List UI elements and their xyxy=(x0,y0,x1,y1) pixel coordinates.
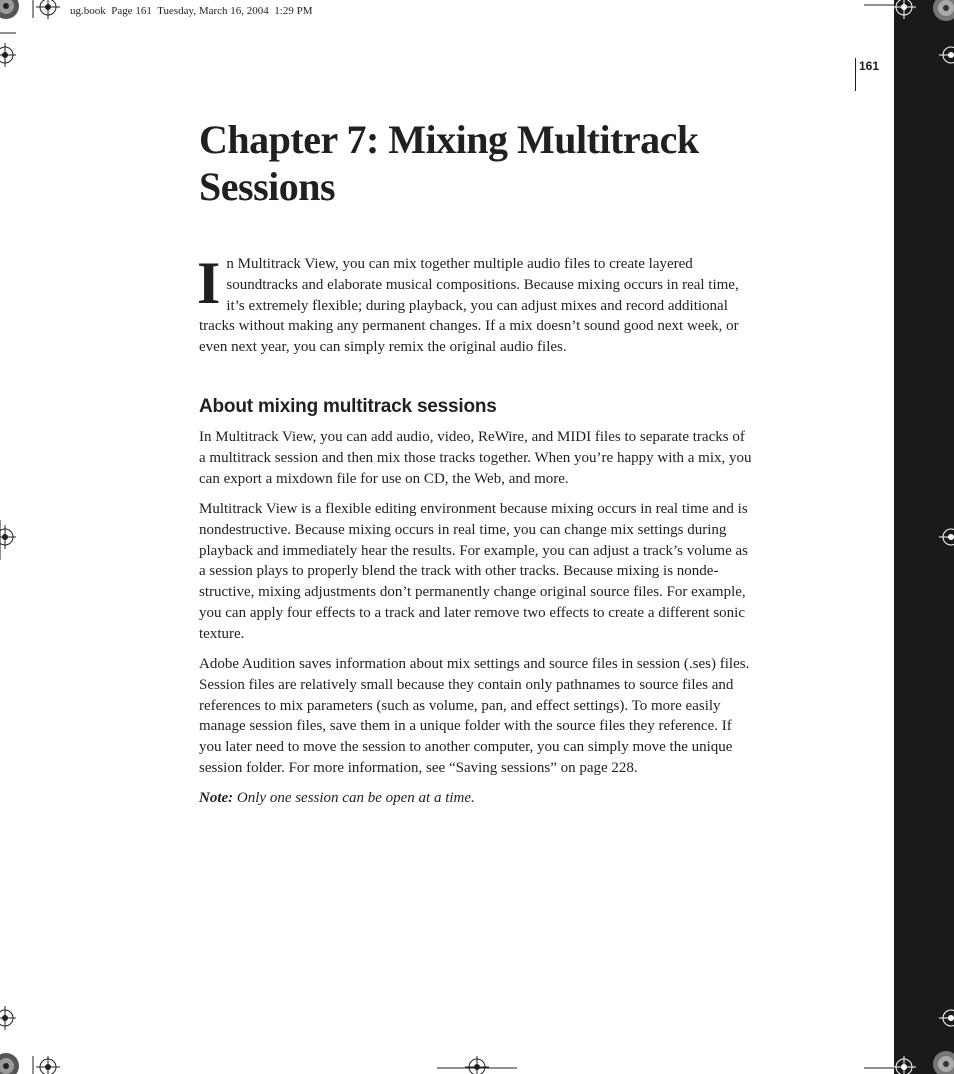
print-slug: ug.book Page 161 Tuesday, March 16, 2004 1:29 PM xyxy=(70,5,313,17)
color-wheel-icon xyxy=(0,1053,19,1074)
note-label: Note: xyxy=(199,790,234,806)
intro-text: n Multitrack View, you can mix together multiple audio files to create layered soundtracks and elaborate musical compositions. Because mixing occurs in real time, it’s extremely flexible; during playback, you can adjust mixes and record additional tracks without making any permanent changes. If a mix doesn’t sound good next week, or even next year, you can simply remix the original audio files. xyxy=(199,256,739,356)
chapter-title: Chapter 7: Mixing Multitrack Sessions xyxy=(199,117,699,209)
body-paragraph: Multitrack View is a flexible editing environment because mixing occurs in real time and is nondestructive. Because mixing occurs in real time, you can change mix settings during playback and immediately hear the results. For example, you can adjust a track’s volume as a session plays to properly blend the track with other tracks. Because mixing is nonde-structive, mixing adjustments don’t permanently change original source files. For example, you can apply four effects to a track and later remove two effects to create a different sonic texture. xyxy=(199,501,748,642)
registration-target-icon xyxy=(939,529,954,545)
registration-target-icon xyxy=(0,525,16,549)
registration-target-icon xyxy=(939,1010,954,1026)
registration-target-icon xyxy=(939,47,954,63)
registration-target-icon xyxy=(36,1056,60,1074)
body-paragraph: Adobe Audition saves information about mix settings and source files in session (.ses) files. Session files are relatively small because they contain only pathnames to source files and references to mix parameters (such as volume, pan, and effect settings). To more easily manage session files, save them in a unique folder with the source files they reference. If you later need to move the session to another computer, you can simply move the unique session folder. For more information, see “Saving sessions” on page 228. xyxy=(199,656,750,776)
registration-target-icon xyxy=(465,1056,489,1074)
page-number: 161 xyxy=(859,59,880,73)
color-wheel-icon xyxy=(933,0,954,21)
body-paragraph: In Multitrack View, you can add audio, video, ReWire, and MIDI files to separate tracks of a multitrack session and then mix those tracks together. When you’re happy with a mix, you can export a mixdown file for use on CD, the Web, and more. xyxy=(199,429,752,487)
note xyxy=(199,788,755,809)
note-text: Only one session can be open at a time. xyxy=(233,790,475,806)
registration-target-icon xyxy=(0,43,16,67)
intro-paragraph xyxy=(197,250,755,358)
section-heading: About mixing multitrack sessions xyxy=(199,396,497,417)
registration-target-icon xyxy=(36,0,60,19)
color-wheel-icon xyxy=(933,1051,954,1074)
page-number-rule xyxy=(855,58,856,91)
drop-cap: I xyxy=(197,250,221,316)
registration-target-icon xyxy=(892,0,916,19)
registration-target-icon xyxy=(892,1056,916,1074)
registration-target-icon xyxy=(0,1006,16,1030)
color-wheel-icon xyxy=(0,0,19,19)
